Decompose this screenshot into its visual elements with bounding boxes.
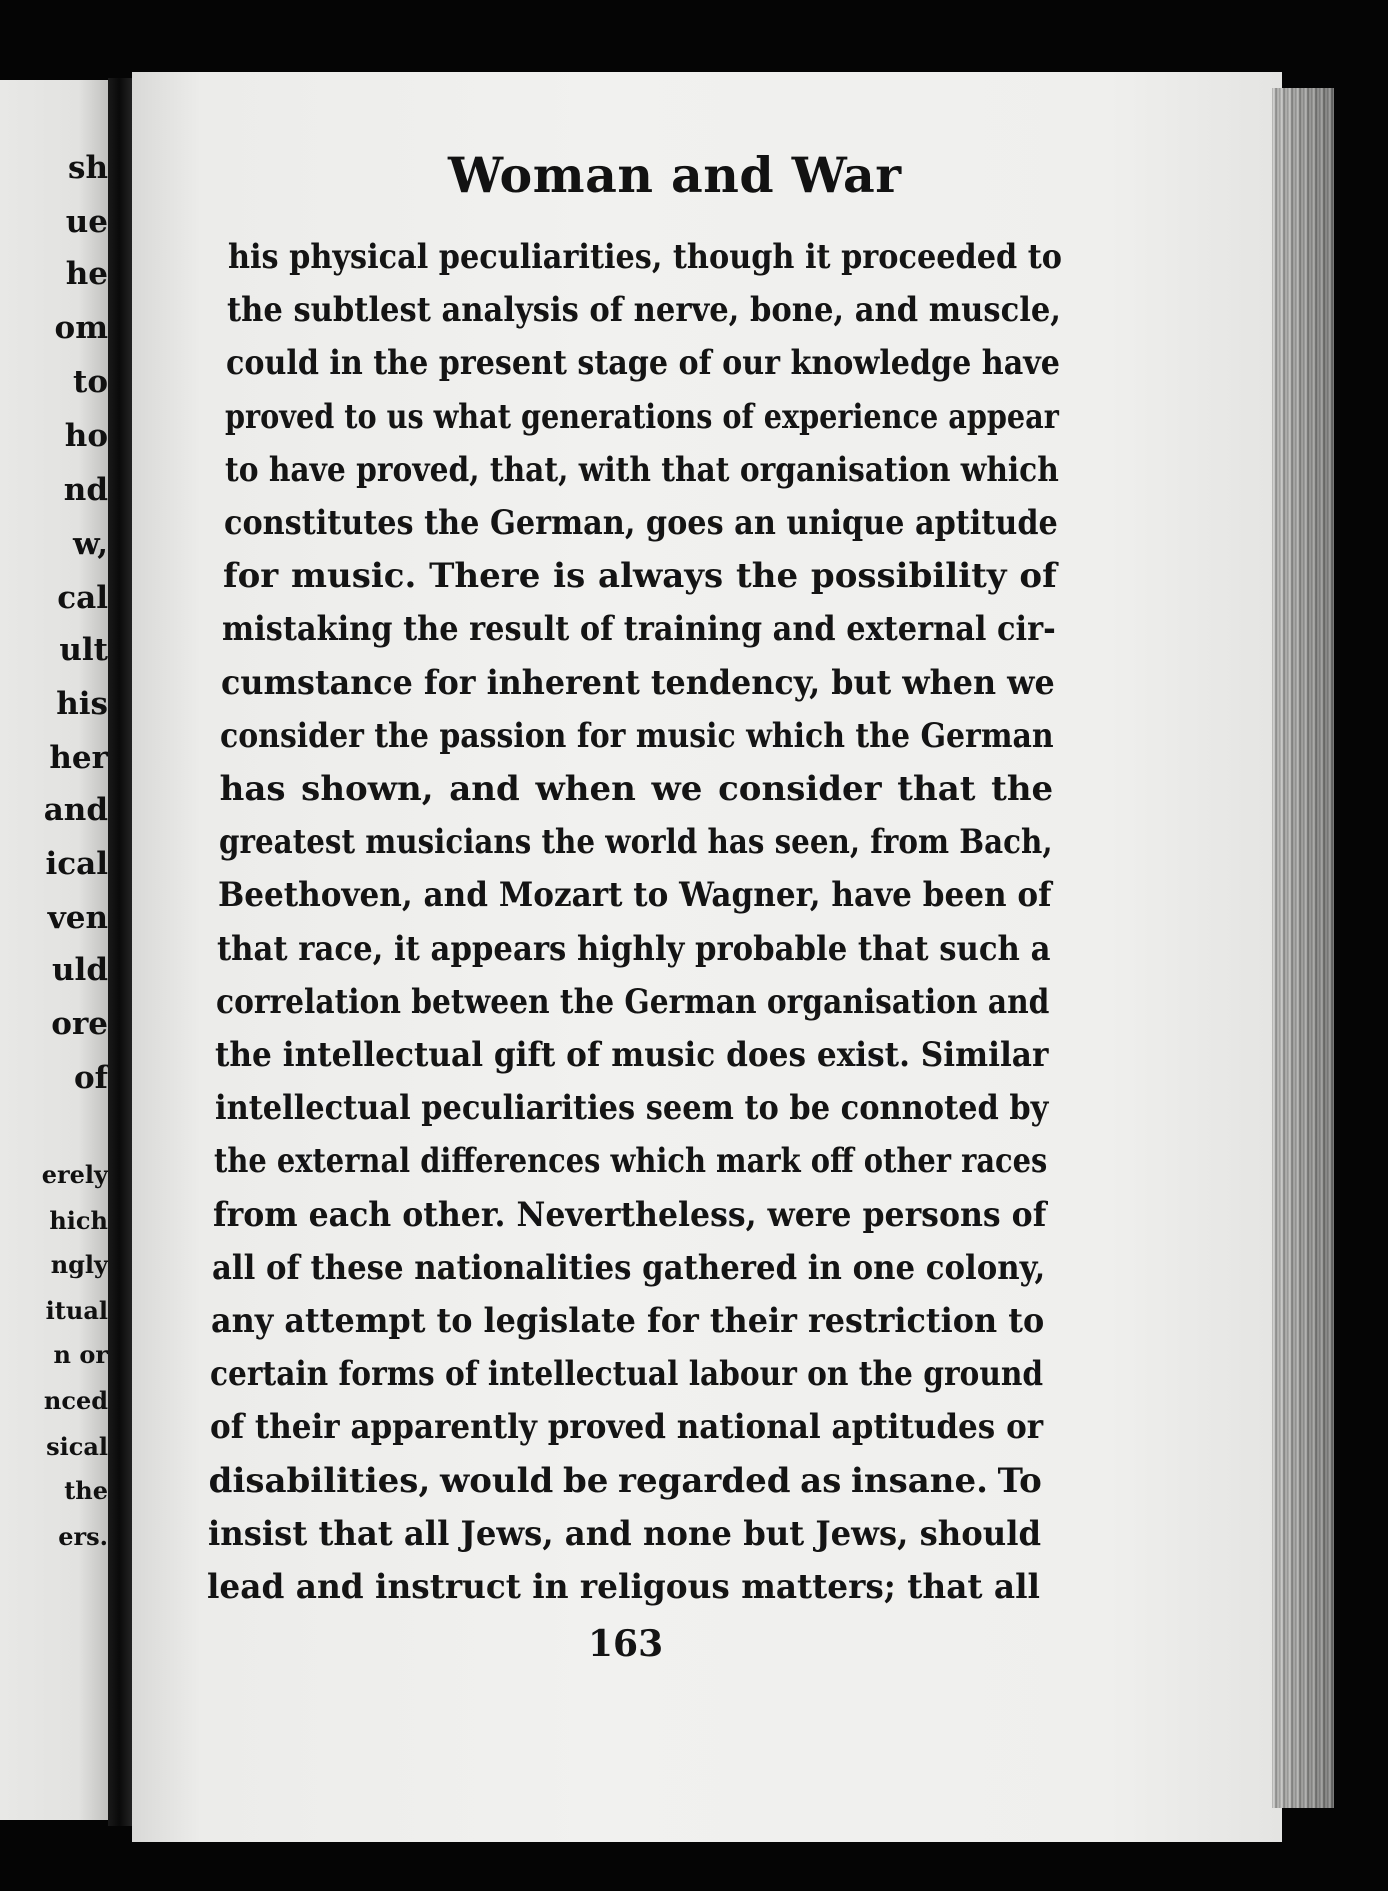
body-line: proved to us what generations of experience appear	[225, 396, 1060, 437]
body-line: certain forms of intellectual labour on the ground	[210, 1354, 1044, 1395]
body-line: could in the present stage of our knowledge have	[226, 343, 1061, 384]
body-line: from each other. Nevertheless, were persons of	[212, 1194, 1047, 1235]
left-page-line-fragment: cal	[57, 580, 108, 616]
body-line: all of these nationalities gathered in one colony,	[212, 1247, 1046, 1288]
body-line: insist that all Jews, and none but Jews, should	[207, 1513, 1041, 1554]
left-page-line-fragment: ngly	[50, 1250, 108, 1279]
page-number: 163	[588, 1623, 664, 1665]
left-page-line-fragment: om	[54, 310, 108, 346]
body-line: lead and instruct in religous matters; that all	[207, 1567, 1040, 1607]
body-line: consider the passion for music which the German	[220, 715, 1055, 756]
left-page-line-fragment: ical	[45, 846, 108, 882]
body-line: constitutes the German, goes an unique aptitude	[223, 503, 1058, 543]
left-page-line-fragment: nced	[43, 1386, 108, 1415]
left-page-line-fragment: ult	[59, 632, 108, 668]
left-page-line-fragment: the	[64, 1476, 108, 1505]
left-page-line-fragment: of	[73, 1060, 108, 1096]
left-page-line-fragment: nd	[63, 472, 108, 508]
body-line: the intellectual gift of music does exist. Similar	[215, 1035, 1049, 1075]
body-line: of their apparently proved national aptitudes or	[209, 1407, 1043, 1448]
left-page-line-fragment: itual	[45, 1296, 108, 1325]
left-page-line-fragment: w,	[73, 526, 108, 562]
body-line: has shown, and when we consider that the	[219, 769, 1054, 809]
body-line: that race, it appears highly probable that such a	[217, 928, 1051, 969]
left-page-line-fragment: he	[65, 256, 108, 292]
body-line: correlation between the German organisation and	[216, 981, 1050, 1022]
left-page-line-fragment: sical	[46, 1432, 108, 1461]
body-line: the subtlest analysis of nerve, bone, and muscle,	[227, 290, 1062, 331]
body-line: for music. There is always the possibility of	[222, 556, 1057, 597]
body-line: intellectual peculiarities seem to be connoted by	[214, 1088, 1048, 1129]
body-line: his physical peculiarities, though it proceeded to	[228, 237, 1062, 277]
body-line: greatest musicians the world has seen, from Bach,	[218, 822, 1053, 863]
body-line: the external differences which mark off other races	[213, 1141, 1048, 1182]
body-line: mistaking the result of training and external cir-	[222, 609, 1056, 650]
body-line: cumstance for inherent tendency, but when we	[221, 662, 1055, 703]
left-facing-page	[0, 80, 112, 1820]
left-page-line-fragment: ho	[64, 418, 108, 454]
left-page-line-fragment: ers.	[58, 1522, 108, 1551]
left-page-line-fragment: n or	[53, 1340, 108, 1369]
left-page-line-fragment: ue	[65, 204, 108, 240]
body-line: any attempt to legislate for their restriction to	[211, 1301, 1045, 1341]
left-page-line-fragment: and	[43, 792, 108, 828]
body-line: Beethoven, and Mozart to Wagner, have been of	[217, 875, 1052, 916]
left-page-line-fragment: to	[73, 364, 108, 400]
body-line: to have proved, that, with that organisation which	[224, 449, 1059, 490]
left-page-line-fragment: sh	[68, 150, 108, 186]
left-page-line-fragment: hich	[49, 1206, 108, 1235]
left-page-line-fragment: erely	[41, 1160, 108, 1189]
left-page-line-fragment: ven	[47, 900, 108, 936]
body-line: disabilities, would be regarded as insane. To	[208, 1460, 1042, 1501]
left-page-line-fragment: ore	[51, 1006, 108, 1042]
left-page-line-fragment: his	[56, 686, 108, 722]
page-edges-shade	[1272, 88, 1334, 1808]
running-head: Woman and War	[448, 146, 902, 204]
left-page-line-fragment: uld	[52, 952, 108, 988]
left-page-line-fragment: her	[49, 740, 108, 776]
